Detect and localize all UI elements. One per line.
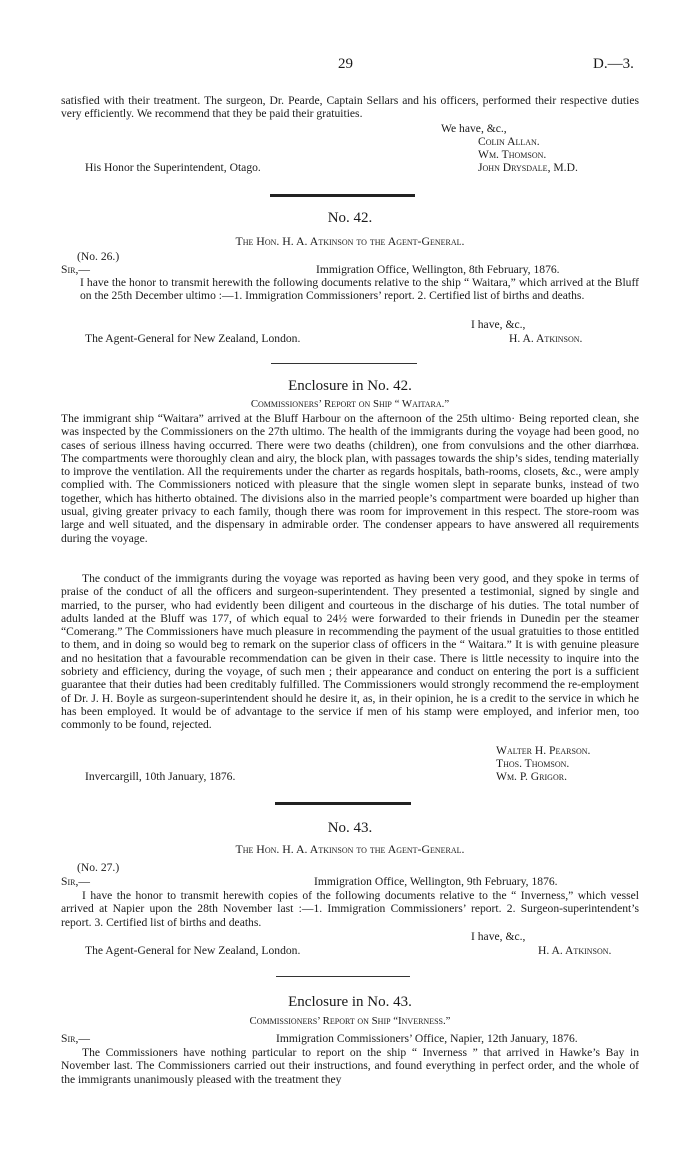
page-number: 29 — [338, 56, 353, 72]
letter-number: No. 42. — [327, 210, 373, 226]
enclosure-subtitle: Commissioners’ Report on Ship “ Waitara.” — [250, 398, 450, 410]
enclosure-title: Enclosure in No. 43. — [288, 994, 412, 1010]
enclosure-subtitle: Commissioners’ Report on Ship “Inverness.” — [249, 1015, 451, 1027]
section-divider — [271, 363, 417, 364]
salutation: Sir,— — [61, 875, 90, 888]
enclosure-paragraph: The immigrant ship “Waitara” arrived at the Bluff Harbour on the afternoon of the 25th ultimo· Being reported clean, she was inspected by the Commissioners on the 27th ultimo. The health of the immigrants during the voyage had been good, no cases of serious illness having occurred. There were two deaths (children), one from convulsions and the other diarrhœa. The compartments were thoroughly clean and airy, the block plan, with passages towards the ship’s sides, tending materially to improve the ventilation. All the requirements under the charter as regards hospitals, bath-rooms, closets, &c., were amply complied with. The Commissioners noticed with pleasure that the single women slept in separate bunks, instead of two together, which has hitherto obtained. The divisions also in the married people’s compartment were boarded up higher than usual, giving greater privacy to each family, though there was room for improvement in this respect. The store-room was large and well situated, and the dispensary in admirable order. The condenser appears to have answered all requirements during the voyage. — [61, 412, 639, 545]
signatory: John Drysdale, M.D. — [478, 161, 578, 174]
closing: I have, &c., — [471, 930, 526, 943]
dateline: Immigration Commissioners’ Office, Napier, 12th January, 1876. — [276, 1032, 578, 1045]
signatory: Walter H. Pearson. — [496, 744, 591, 757]
salutation: Sir,— — [61, 1032, 90, 1045]
place-date: Invercargill, 10th January, 1876. — [85, 770, 236, 783]
letter-body: I have the honor to transmit herewith copies of the following documents relative to the “ Inverness,” which vessel arrived at Napier upon the 28th November last :—1. Immigration Commissioners’ report. 2. Surgeon-superintendent’s report. 3. Certified list of births and deaths. — [61, 889, 639, 929]
section-divider — [270, 194, 415, 197]
enclosure-paragraph: The Commissioners have nothing particular to report on the ship “ Inverness ” that arrived in Hawke’s Bay in November last. The Commissioners carried out their instructions, and found everything in perfect order, and the whole of the immigrants unanimously pleased with the treatment they — [61, 1046, 639, 1086]
letter-reference: (No. 26.) — [77, 250, 120, 263]
salutation: Sir,— — [61, 263, 90, 276]
section-divider — [276, 976, 410, 977]
dateline: Immigration Office, Wellington, 8th February, 1876. — [316, 263, 560, 276]
signatory: Wm. P. Grigor. — [496, 770, 567, 783]
letter-body — [80, 276, 639, 303]
continuation-paragraph: satisfied with their treatment. The surgeon, Dr. Pearde, Captain Sellars and his officers, performed their respective duties very efficiently. We recommend that they be paid their gratuities. — [61, 94, 639, 121]
addressee: The Agent-General for New Zealand, London. — [85, 944, 301, 957]
enclosure-title: Enclosure in No. 42. — [288, 378, 412, 394]
addressee: His Honor the Superintendent, Otago. — [85, 161, 261, 174]
enclosure-paragraph: The conduct of the immigrants during the voyage was reported as having been very good, and they spoke in terms of praise of the conduct of all the officers and surgeon-superintendent. They presented a testimonial, signed by single and married, to the purser, who had evidently been diligent and courteous in the discharge of his duties. The total number of adults landed at the Bluff was 177, of which equal to 24½ were forwarded to their friends in Dunedin per the steamer “Comerang.” The Commissioners have much pleasure in recommending the payment of the usual gratuities to those entitled to them, and in doing so would beg to remark on the superior class of officers in the “ Waitara.” It is with genuine pleasure and no hesitation that a favourable recommendation can be given in their case. There is little necessity to inquire into the sobriety and efficiency, during the voyage, of such men ; their appearance and conduct on entering the port is a sufficient guarantee that their duties had been creditably fulfilled. The Commissioners would strongly recommend the re-employment of Dr. J. H. Boyle as surgeon-superintendent should he desire it, as, in their opinion, he is a credit to the service in which he has been employed. It would be of advantage to the service if men of his stamp were employed, and inferior men, too commonly to be found, rejected. — [61, 572, 639, 732]
section-divider — [275, 802, 411, 805]
closing: We have, &c., — [441, 122, 507, 135]
signatory: H. A. Atkinson. — [538, 944, 612, 957]
signatory: Thos. Thomson. — [496, 757, 570, 770]
signatory: Colin Allan. — [478, 135, 540, 148]
letter-reference: (No. 27.) — [77, 861, 120, 874]
dateline: Immigration Office, Wellington, 9th February, 1876. — [314, 875, 558, 888]
signatory: H. A. Atkinson. — [509, 332, 583, 345]
letter-body-text: I have the honor to transmit herewith the following documents relative to the ship “ Waitara,” which arrived at the Bluff on the 25th December ultimo :—1. Immigration Commissioners’ report. 2. Certified list of births and deaths. — [80, 276, 639, 303]
signatory: Wm. Thomson. — [478, 148, 547, 161]
closing: I have, &c., — [471, 318, 526, 331]
addressee: The Agent-General for New Zealand, London. — [85, 332, 301, 345]
letter-number: No. 43. — [327, 820, 373, 836]
letter-heading: The Hon. H. A. Atkinson to the Agent-General. — [235, 234, 465, 248]
letter-heading: The Hon. H. A. Atkinson to the Agent-General. — [235, 842, 465, 856]
document-reference: D.—3. — [593, 56, 634, 72]
